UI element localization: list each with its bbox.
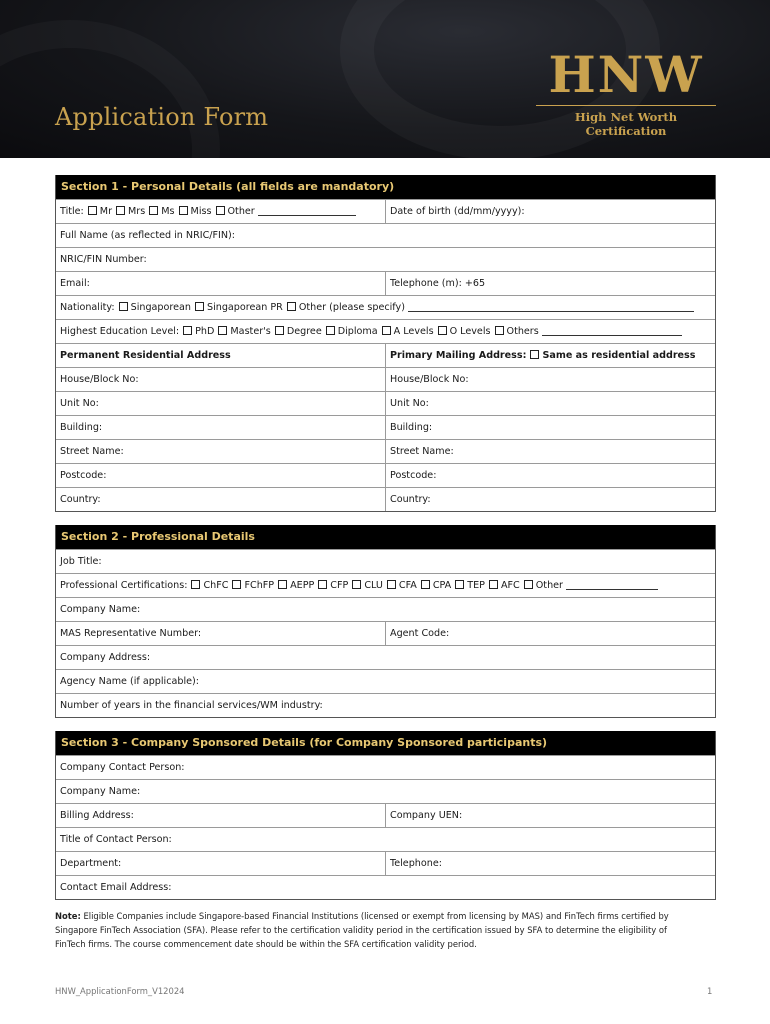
section-heading: Section 3 - Company Sponsored Details (for Company Sponsored participants)	[56, 731, 715, 755]
company-name-row	[56, 597, 715, 621]
decorative-swirl	[0, 20, 220, 158]
tep-checkbox[interactable]	[455, 580, 464, 589]
education-others-blank[interactable]	[542, 326, 682, 336]
certifications-row	[56, 573, 715, 597]
title-ms-checkbox[interactable]	[149, 206, 158, 215]
note-text: Eligible Companies include Singapore-based Financial Institutions (licensed or exempt from licensing by MAS) and FinTech firms certified by Singapore FinTech Association (SFA). Please refer to the certification validity period in the certification issued by SFA to determine the eligibility of FinTech firms. The course commencement date should be within the SFA certification validity period.	[55, 911, 669, 949]
residential-building-field[interactable]: Building:	[56, 416, 386, 439]
agent-code-field[interactable]: Agent Code:	[390, 628, 450, 639]
certification-other-checkbox[interactable]	[524, 580, 533, 589]
mailing-address-heading	[386, 344, 715, 367]
section-heading: Section 2 - Professional Details	[56, 525, 715, 549]
note-label: Note:	[55, 911, 81, 921]
title-option-label: Miss	[190, 206, 212, 217]
contact-title-row	[56, 827, 715, 851]
agency-row	[56, 669, 715, 693]
mailing-unit-field[interactable]: Unit No:	[390, 398, 429, 409]
job-title-row	[56, 549, 715, 573]
residential-unit-field[interactable]: Unit No:	[56, 392, 386, 415]
eligibility-note	[55, 909, 695, 951]
sponsor-company-name-field[interactable]: Company Name:	[60, 786, 141, 797]
education-option-label: PhD	[195, 326, 215, 337]
mailing-street-field[interactable]: Street Name:	[390, 446, 454, 457]
logo-subtitle: High Net Worth Certification	[574, 110, 678, 138]
nationality-label: Nationality:	[60, 302, 115, 313]
title-miss-checkbox[interactable]	[179, 206, 188, 215]
singaporean-checkbox[interactable]	[119, 302, 128, 311]
agency-name-field[interactable]: Agency Name (if applicable):	[60, 676, 200, 687]
certification-option-label: AFC	[500, 580, 520, 591]
afc-checkbox[interactable]	[489, 580, 498, 589]
certification-option-label: FChFP	[244, 580, 275, 591]
diploma-checkbox[interactable]	[326, 326, 335, 335]
company-contact-person-field[interactable]: Company Contact Person:	[60, 762, 185, 773]
nationality-option-label: Singaporean PR	[206, 302, 283, 313]
years-experience-field[interactable]: Number of years in the financial services/WM industry:	[60, 700, 323, 711]
fullname-field[interactable]: Full Name (as reflected in NRIC/FIN):	[60, 230, 236, 241]
cpa-checkbox[interactable]	[421, 580, 430, 589]
education-option-label: O Levels	[449, 326, 491, 337]
title-option-label: Other	[227, 206, 255, 217]
company-address-field[interactable]: Company Address:	[60, 652, 151, 663]
mas-agent-row	[56, 621, 715, 645]
phd-checkbox[interactable]	[183, 326, 192, 335]
singaporean-pr-checkbox[interactable]	[195, 302, 204, 311]
education-row	[56, 319, 715, 343]
education-option-label: Degree	[286, 326, 322, 337]
fchfp-checkbox[interactable]	[232, 580, 241, 589]
chfc-checkbox[interactable]	[191, 580, 200, 589]
certifications-field	[56, 574, 715, 597]
clu-checkbox[interactable]	[352, 580, 361, 589]
same-as-residential-checkbox[interactable]	[530, 350, 539, 359]
email-phone-row	[56, 271, 715, 295]
section-personal-details	[55, 175, 716, 512]
o-levels-checkbox[interactable]	[438, 326, 447, 335]
cfp-checkbox[interactable]	[318, 580, 327, 589]
fullname-row	[56, 223, 715, 247]
company-uen-field[interactable]: Company UEN:	[390, 810, 463, 821]
residential-country-field[interactable]: Country:	[56, 488, 386, 511]
nationality-option-label: Other (please specify)	[298, 302, 405, 313]
section-heading: Section 1 - Personal Details (all fields are mandatory)	[56, 175, 715, 199]
logo-divider	[536, 105, 716, 106]
degree-checkbox[interactable]	[275, 326, 284, 335]
address-row	[56, 415, 715, 439]
title-option-label: Mr	[99, 206, 113, 217]
nationality-row	[56, 295, 715, 319]
residential-street-field[interactable]: Street Name:	[56, 440, 386, 463]
mailing-building-field[interactable]: Building:	[390, 422, 433, 433]
education-option-label: Master's	[230, 326, 271, 337]
company-name-field[interactable]: Company Name:	[60, 604, 141, 615]
residential-house-block-field[interactable]: House/Block No:	[56, 368, 386, 391]
department-field[interactable]: Department:	[56, 852, 386, 875]
title-other-blank[interactable]	[258, 206, 356, 216]
address-row	[56, 391, 715, 415]
same-as-residential-label: Same as residential address	[542, 350, 696, 361]
aepp-checkbox[interactable]	[278, 580, 287, 589]
address-row	[56, 463, 715, 487]
education-field	[56, 320, 715, 343]
nationality-other-blank[interactable]	[408, 302, 694, 312]
nationality-field	[56, 296, 715, 319]
company-name-row	[56, 779, 715, 803]
masters-checkbox[interactable]	[218, 326, 227, 335]
years-row	[56, 693, 715, 717]
header-banner	[0, 0, 770, 158]
certification-option-label: AEPP	[290, 580, 315, 591]
education-option-label: A Levels	[393, 326, 434, 337]
contact-person-row	[56, 755, 715, 779]
education-option-label: Others	[506, 326, 539, 337]
residential-postcode-field[interactable]: Postcode:	[56, 464, 386, 487]
address-row	[56, 367, 715, 391]
address-row	[56, 487, 715, 511]
certification-option-label: TEP	[467, 580, 485, 591]
title-label: Title:	[60, 206, 84, 217]
nationality-other-checkbox[interactable]	[287, 302, 296, 311]
address-row	[56, 439, 715, 463]
cfa-checkbox[interactable]	[387, 580, 396, 589]
mailing-country-field[interactable]: Country:	[390, 494, 431, 505]
a-levels-checkbox[interactable]	[382, 326, 391, 335]
nric-field[interactable]: NRIC/FIN Number:	[60, 254, 147, 265]
title-option-label: Ms	[161, 206, 175, 217]
certification-other-blank[interactable]	[566, 580, 658, 590]
hnw-logo	[534, 45, 718, 138]
logo-text: HNW	[548, 45, 704, 104]
sponsor-telephone-field[interactable]: Telephone:	[390, 858, 442, 869]
section-company-sponsored	[55, 731, 716, 900]
billing-uen-row	[56, 803, 715, 827]
title-option-label: Mrs	[128, 206, 146, 217]
page-number: 1	[707, 986, 713, 996]
page-title: Application Form	[55, 103, 269, 131]
mailing-postcode-field[interactable]: Postcode:	[390, 470, 437, 481]
certification-option-label: Other	[535, 580, 563, 591]
company-address-row	[56, 645, 715, 669]
nric-row	[56, 247, 715, 271]
contact-email-field[interactable]: Contact Email Address:	[60, 882, 172, 893]
mailing-address-label: Primary Mailing Address:	[390, 350, 527, 361]
permanent-address-heading: Permanent Residential Address	[56, 344, 386, 367]
form-version: HNW_ApplicationForm_V12024	[55, 986, 185, 996]
mailing-house-block-field[interactable]: House/Block No:	[390, 374, 469, 385]
title-mr-checkbox[interactable]	[88, 206, 97, 215]
billing-address-field[interactable]: Billing Address:	[56, 804, 386, 827]
title-other-checkbox[interactable]	[216, 206, 225, 215]
education-option-label: Diploma	[337, 326, 378, 337]
mas-number-field[interactable]: MAS Representative Number:	[56, 622, 386, 645]
certifications-label: Professional Certifications:	[60, 580, 188, 591]
certification-option-label: CLU	[364, 580, 383, 591]
title-field	[56, 200, 386, 223]
certification-option-label: CFA	[398, 580, 417, 591]
department-phone-row	[56, 851, 715, 875]
certification-option-label: ChFC	[203, 580, 229, 591]
nationality-option-label: Singaporean	[130, 302, 191, 313]
title-mrs-checkbox[interactable]	[116, 206, 125, 215]
education-others-checkbox[interactable]	[495, 326, 504, 335]
telephone-field[interactable]: Telephone (m): +65	[390, 278, 486, 289]
certification-option-label: CPA	[432, 580, 452, 591]
certification-option-label: CFP	[330, 580, 349, 591]
job-title-field[interactable]: Job Title:	[60, 556, 102, 567]
address-header-row	[56, 343, 715, 367]
education-label: Highest Education Level:	[60, 326, 180, 337]
dob-field[interactable]: Date of birth (dd/mm/yyyy):	[390, 206, 525, 217]
section-professional-details	[55, 525, 716, 718]
contact-email-row	[56, 875, 715, 899]
title-dob-row	[56, 199, 715, 223]
email-field[interactable]: Email:	[56, 272, 386, 295]
contact-title-field[interactable]: Title of Contact Person:	[60, 834, 172, 845]
